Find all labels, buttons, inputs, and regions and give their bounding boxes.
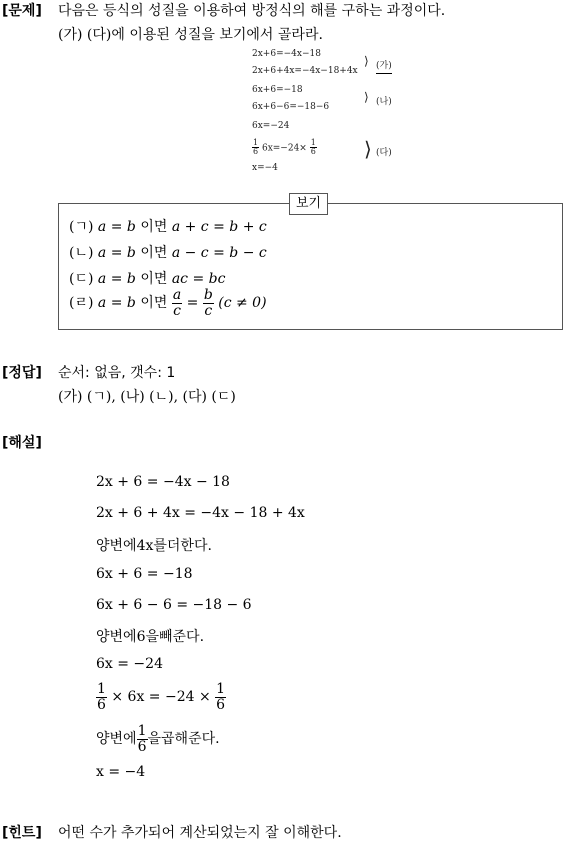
- problem-step-7: x=−4: [252, 163, 278, 173]
- problem-step-3: 6x+6=−18: [252, 85, 303, 95]
- explanation-line-9: 양변에 $\frac{1}{6}$ 을곱해준다.: [96, 723, 220, 755]
- explanation-line-10: x = −4: [96, 764, 146, 780]
- explanation-line-2: 2x + 6 + 4x = −4x − 18 + 4x: [96, 505, 305, 521]
- bogi-item-2: (ㄴ) a = b 이면 a − c = b − c: [69, 245, 267, 261]
- brace-icon: ⟩: [364, 54, 369, 68]
- problem-tag: [문제]: [2, 3, 42, 19]
- problem-step-5: 6x=−24: [252, 121, 290, 131]
- explanation-line-5: 6x + 6 − 6 = −18 − 6: [96, 597, 252, 613]
- bogi-item-3: (ㄷ) a = b 이면 ac = bc: [69, 271, 226, 287]
- bogi-item-1: (ㄱ) a = b 이면 a + c = b + c: [69, 219, 267, 235]
- problem-step-6: $\frac{1}{6}$ 6x=−24× $\frac{1}{6}$: [253, 138, 316, 157]
- bogi-box: [58, 203, 563, 330]
- mark-da: (다): [376, 148, 392, 158]
- answer-tag: [정답]: [2, 365, 42, 381]
- mark-na: (나): [376, 97, 392, 107]
- bogi-item-4: (ㄹ) a = b 이면 $\frac{a}{c}$ = $\frac{b}{c}$ (c ≠ 0): [69, 287, 267, 319]
- explanation-line-4: 6x + 6 = −18: [96, 566, 193, 582]
- explanation-line-1: 2x + 6 = −4x − 18: [96, 474, 230, 490]
- mark-ga: (가): [376, 58, 392, 74]
- problem-step-2: 2x+6+4x=−4x−18+4x: [252, 66, 358, 76]
- explanation-line-3: 양변에4x를더한다.: [96, 538, 212, 554]
- problem-step-4: 6x+6−6=−18−6: [252, 102, 330, 112]
- answer-line-2: (가) (ㄱ), (나) (ㄴ), (다) (ㄷ): [58, 389, 236, 405]
- brace-icon: ⟩: [364, 137, 372, 161]
- problem-step-1: 2x+6=−4x−18: [252, 49, 321, 59]
- bogi-title: 보기: [289, 193, 328, 215]
- problem-line-1: 다음은 등식의 성질을 이용하여 방정식의 해를 구하는 과정이다.: [58, 3, 446, 19]
- explanation-line-6: 양변에6을빼준다.: [96, 629, 205, 645]
- hint-tag: [힌트]: [2, 825, 42, 841]
- brace-icon: ⟩: [364, 90, 369, 104]
- problem-line-2: (가) (다)에 이용된 성질을 보기에서 골라라.: [58, 27, 323, 43]
- explanation-line-8: $\frac{1}{6}$ × 6x = −24 × $\frac{1}{6}$: [97, 681, 226, 713]
- explanation-tag: [해설]: [2, 435, 42, 451]
- hint-text: 어떤 수가 추가되어 계산되었는지 잘 이해한다.: [58, 825, 342, 841]
- answer-line-1: 순서: 없음, 갯수: 1: [58, 365, 176, 381]
- explanation-line-7: 6x = −24: [96, 656, 163, 672]
